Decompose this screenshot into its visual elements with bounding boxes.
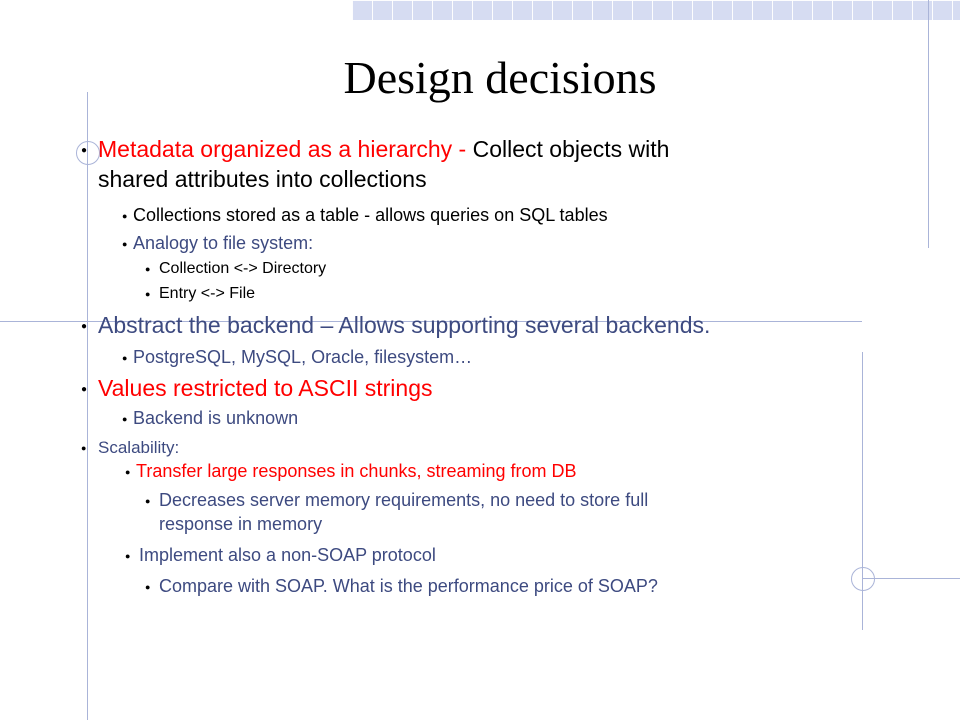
bullet-icon: ● (145, 289, 151, 299)
bullet-text-continuation: shared attributes into collections (98, 166, 427, 192)
bullet-item (81, 134, 670, 194)
bullet-icon: ● (145, 496, 151, 506)
bullet-item (125, 543, 436, 567)
bullet-item (122, 345, 473, 369)
decorative-grid (352, 0, 960, 20)
bullet-item (81, 373, 433, 403)
bullet-item (125, 459, 577, 483)
bullet-icon: ● (81, 145, 88, 156)
decorative-line (87, 92, 88, 720)
bullet-item (145, 258, 327, 280)
bullet-icon: ● (81, 443, 87, 453)
decorative-line (928, 0, 929, 248)
bullet-text: Scalability: (98, 438, 180, 457)
bullet-text: PostgreSQL, MySQL, Oracle, filesystem… (133, 347, 473, 367)
decorative-line (862, 578, 960, 579)
bullet-icon: ● (122, 211, 128, 221)
decorative-circle-icon (851, 567, 875, 591)
bullet-text: Collection <-> Directory (159, 260, 327, 277)
bullet-icon: ● (122, 414, 128, 424)
bullet-item (145, 574, 658, 598)
decorative-circle-icon (76, 141, 100, 165)
bullet-item (145, 283, 256, 305)
bullet-text: Abstract the backend – Allows supporting several backends. (98, 312, 711, 338)
bullet-text: Decreases server memory requirements, no need to store full (159, 490, 649, 510)
bullet-item (122, 203, 608, 227)
bullet-icon: ● (122, 353, 128, 363)
bullet-text-highlight: Metadata organized as a hierarchy - (98, 136, 473, 162)
bullet-icon: ● (125, 551, 131, 561)
bullet-text: Values restricted to ASCII strings (98, 375, 433, 401)
bullet-item (145, 488, 649, 536)
bullet-text: Entry <-> File (159, 285, 256, 302)
bullet-text: Backend is unknown (133, 408, 299, 428)
bullet-text: Collections stored as a table - allows queries on SQL tables (133, 205, 608, 225)
bullet-item (81, 310, 711, 340)
bullet-text: Transfer large responses in chunks, streaming from DB (136, 461, 577, 481)
bullet-item (122, 406, 299, 430)
bullet-text-continuation: response in memory (159, 514, 323, 534)
bullet-icon: ● (145, 582, 151, 592)
bullet-icon: ● (125, 467, 131, 477)
bullet-item (122, 231, 314, 255)
bullet-icon: ● (81, 321, 88, 332)
bullet-icon: ● (122, 239, 128, 249)
slide-title: Design decisions (343, 52, 657, 103)
bullet-item (81, 437, 180, 459)
bullet-text: Collect objects with (472, 136, 670, 162)
bullet-text: Compare with SOAP. What is the performance price of SOAP? (159, 576, 658, 596)
bullet-icon: ● (145, 264, 151, 274)
bullet-icon: ● (81, 384, 88, 395)
bullet-text: Analogy to file system: (133, 233, 314, 253)
bullet-text: Implement also a non-SOAP protocol (139, 545, 436, 565)
